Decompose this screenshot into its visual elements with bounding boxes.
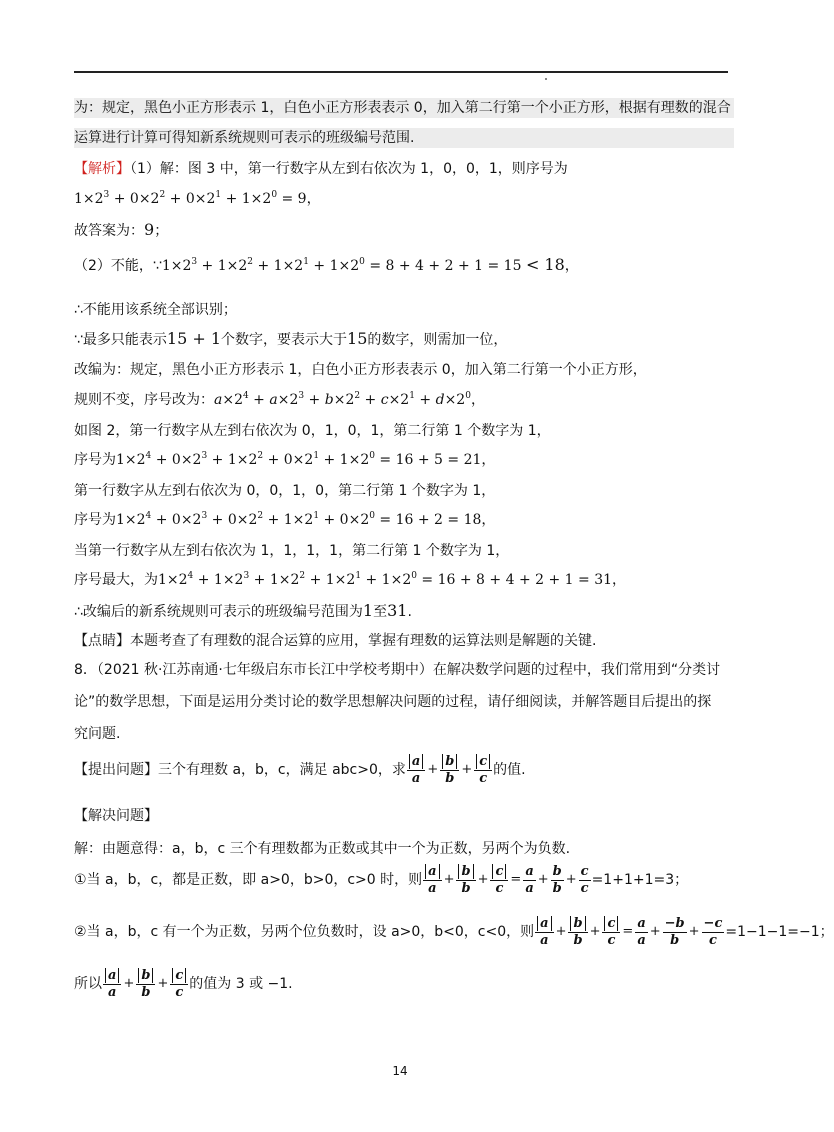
- fraction-c: $\frac{c}{c}$: [602, 916, 620, 949]
- text-line: [74, 128, 734, 148]
- line-text: 论”的数学思想，下面是运用分类讨论的数学思想解决问题的过程，请仔细阅读，并解答题目后提出的探: [74, 694, 712, 710]
- line-text: =1+1+1=3；: [591, 872, 689, 888]
- line-text: 第一行数字从左到右依次为 0，0，1，0，第二行第 1 个数字为 1，: [74, 483, 496, 499]
- line-text: 改编为：规定，黑色小正方形表示 1，白色小正方形表表示 0，加入第二行第一个小正方形，: [74, 362, 647, 378]
- fraction-b: $\frac{b}{b}$: [568, 916, 587, 949]
- text-line: [74, 360, 734, 380]
- analysis-tag: 【解析】: [74, 161, 130, 177]
- text-line: [74, 300, 734, 320]
- fraction-c-simple: $\frac{c}{c}$: [580, 863, 589, 896]
- conclusion-line: 所以 $\frac{a}{a}$ + $\frac{b}{b}$ + $\frac{c}{c}$ 的值为 3 或 −1.: [74, 967, 293, 1000]
- page-number: 14: [392, 1064, 408, 1078]
- header-dot: [545, 78, 547, 80]
- comment-tag: 【点睛】: [74, 633, 130, 649]
- line-text: ②当 a，b，c 有一个为正数，另两个位负数时，设 a>0，b<0，c<0，则: [74, 924, 535, 940]
- line-text: 规则不变，序号改为：: [74, 392, 214, 408]
- line-text: ，: [612, 572, 627, 588]
- equation-2: $1\times 2^3 + 1\times 2^2 + 1\times 2^1 + 1\times 2^0 = 8 + 4 + 2 + 1 = 15 < 18$: [161, 255, 565, 274]
- text-line: [74, 660, 734, 680]
- line-text: 本题考查了有理数的混合运算的应用，掌握有理数的运算法则是解题的关键.: [130, 633, 597, 649]
- text-line: [74, 601, 734, 622]
- line-text: 个数字，要表示大于: [221, 332, 348, 348]
- line-text: 究问题.: [74, 726, 121, 742]
- line-text: 序号为: [74, 512, 116, 528]
- equation-line: [74, 390, 734, 410]
- line-text: 至: [373, 604, 388, 620]
- equation-5: $1\times 2^4 + 0\times 2^3 + 1\times 2^2 + 0\times 2^1 + 1\times 2^0 = 16 + 5 = 21$: [116, 451, 482, 468]
- line-text: ，: [470, 392, 485, 408]
- line-text: （2）不能，∵: [74, 258, 162, 274]
- text-line: [74, 806, 734, 826]
- text-line: [74, 724, 734, 744]
- fraction-c: $\frac{c}{c}$: [170, 968, 188, 1001]
- question-line: 【提出问题】三个有理数 a，b，c，满足 abc>0，求 $\frac{a}{a}$ + $\frac{b}{b}$ + $\frac{c}{c}$ 的值.: [74, 753, 526, 786]
- fraction-b: $\frac{b}{b}$: [456, 864, 475, 897]
- math-expr: 1: [362, 601, 374, 620]
- line-text: 【解决问题】: [74, 808, 158, 824]
- fraction-a: $\frac{a}{a}$: [535, 916, 553, 949]
- math-expr: 31: [387, 601, 408, 620]
- line-text: 所以: [74, 976, 102, 992]
- equation-line: [74, 255, 734, 276]
- line-text: 8．（2021 秋·江苏南通·七年级启东市长江中学校考期中）在解决数学问题的过程中，我们常用到“分类讨: [74, 662, 721, 678]
- equation-7: $1\times 2^4 + 1\times 2^3 + 1\times 2^2 + 1\times 2^1 + 1\times 2^0 = 16 + 8 + 4 + 2 + 1 = 31$: [158, 571, 613, 588]
- fraction-a: $\frac{a}{a}$: [103, 968, 121, 1001]
- math-expr: 15 + 1: [166, 329, 222, 348]
- line-text: 解：由题意得：a，b，c 三个有理数都为正数或其中一个为正数，另两个为负数.: [74, 841, 571, 857]
- header-rule: [74, 71, 728, 73]
- line-text: ∴不能用该系统全部识别；: [74, 302, 237, 318]
- line-text: （1）解：图 3 中，第一行数字从左到右依次为 1，0，0，1，则序号为: [130, 161, 568, 177]
- fraction-a-simple: $\frac{a}{a}$: [637, 915, 646, 948]
- analysis-line: [74, 159, 734, 179]
- equation-line: [74, 510, 734, 530]
- text-line: [74, 481, 734, 501]
- line-text: 故答案为：: [74, 223, 144, 239]
- line-text: ，: [481, 452, 496, 468]
- fraction-b-simple: $\frac{b}{b}$: [552, 863, 562, 896]
- equation-line: [74, 189, 734, 209]
- text-line: [74, 220, 734, 241]
- fraction-neg-c: $\frac{-c}{c}$: [703, 915, 723, 948]
- line-text: ，: [306, 191, 321, 207]
- fraction-c: $\frac{c}{c}$: [490, 864, 508, 897]
- equation-6: $1\times 2^4 + 0\times 2^3 + 0\times 2^2 + 1\times 2^1 + 0\times 2^0 = 16 + 2 = 18$: [116, 511, 482, 528]
- text-line: [74, 692, 734, 712]
- line-text: ，: [481, 512, 496, 528]
- fraction-a: $\frac{a}{a}$: [407, 754, 425, 787]
- case-two-line: ②当 a，b，c 有一个为正数，另两个位负数时，设 a>0，b<0，c<0，则 $\frac{a}{a}$ + $\frac{b}{b}$ + $\frac{c}{c}$ = $\frac{a}{a}$ + $\frac{-b}{b}$ + $\frac{-c}{c}$ =1−1−1=−1；: [74, 915, 834, 948]
- line-text: =1−1−1=−1；: [725, 924, 834, 940]
- equation-1: $1\times 2^3 + 0\times 2^2 + 0\times 2^1 + 1\times 2^0 = 9$: [74, 190, 307, 207]
- line-text: 运算进行计算可得知新系统规则可表示的班级编号范围.: [74, 130, 415, 146]
- equation-line: [74, 450, 734, 470]
- line-text: 为：规定，黑色小正方形表示 1，白色小正方形表表示 0，加入第二行第一个小正方形，根据有理数的混合: [74, 100, 731, 116]
- line-text: 【提出问题】三个有理数 a，b，c，满足 abc>0，求: [74, 762, 406, 778]
- fraction-neg-b: $\frac{-b}{b}$: [664, 915, 685, 948]
- text-line: [74, 98, 734, 118]
- answer-value: 9: [144, 220, 155, 239]
- text-line: [74, 839, 734, 859]
- line-text: ∵最多只能表示: [74, 332, 167, 348]
- math-expr: 15: [347, 329, 368, 348]
- comment-line: [74, 631, 734, 651]
- fraction-a: $\frac{a}{a}$: [423, 864, 441, 897]
- equation-line: [74, 570, 734, 590]
- line-text: 的值.: [493, 762, 526, 778]
- equation-4: $a\times 2^4 + a\times 2^3 + b\times 2^2 + c\times 2^1 + d\times 2^0$: [214, 391, 471, 408]
- line-text: 当第一行数字从左到右依次为 1，1，1，1，第二行第 1 个数字为 1，: [74, 543, 510, 559]
- line-text: 如图 2，第一行数字从左到右依次为 0，1，0，1，第二行第 1 个数字为 1，: [74, 423, 551, 439]
- fraction-b: $\frac{b}{b}$: [440, 754, 459, 787]
- line-text: ；: [154, 223, 169, 239]
- text-line: [74, 421, 734, 441]
- line-text: 序号最大，为: [74, 572, 158, 588]
- line-text: 序号为: [74, 452, 116, 468]
- line-text: .: [407, 604, 412, 620]
- fraction-b: $\frac{b}{b}$: [136, 968, 155, 1001]
- fraction-c: $\frac{c}{c}$: [474, 754, 492, 787]
- line-text: 的值为 3 或 −1.: [189, 976, 293, 992]
- line-text: ①当 a，b，c，都是正数，即 a>0，b>0，c>0 时，则: [74, 872, 423, 888]
- line-text: 的数字，则需加一位，: [367, 332, 508, 348]
- fraction-a-simple: $\frac{a}{a}$: [525, 863, 534, 896]
- case-one-line: ①当 a，b，c，都是正数，即 a>0，b>0，c>0 时，则 $\frac{a}{a}$ + $\frac{b}{b}$ + $\frac{c}{c}$ = $\frac{a}{a}$ + $\frac{b}{b}$ + $\frac{c}{c}$ =1+1+1=3；: [74, 863, 689, 896]
- line-text: ，: [564, 258, 579, 274]
- text-line: [74, 329, 734, 350]
- line-text: ∴改编后的新系统规则可表示的班级编号范围为: [74, 604, 363, 620]
- text-line: [74, 541, 734, 561]
